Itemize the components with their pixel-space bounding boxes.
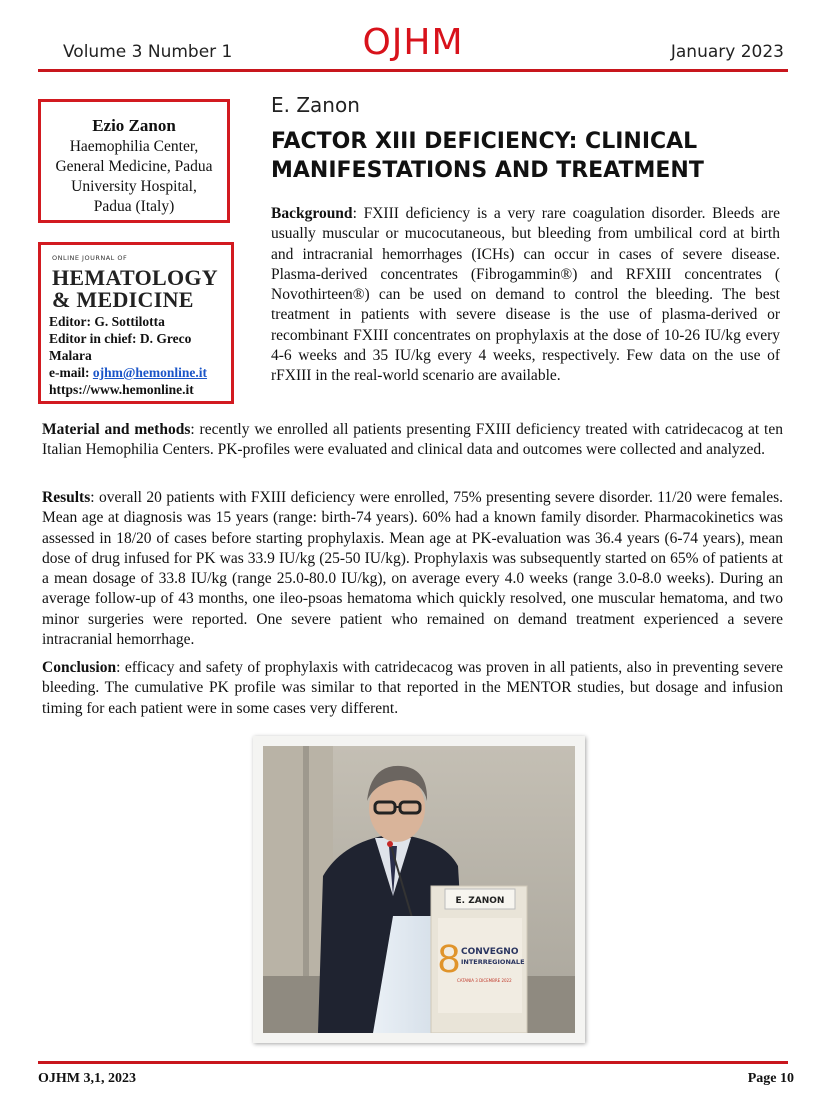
journal-header-title: OJHM (362, 22, 464, 63)
footer-rule (38, 1061, 788, 1064)
podium-name-tag: E. ZANON (455, 896, 505, 906)
issue-date: January 2023 (670, 42, 784, 62)
banner-place: CATANIA 3 DICEMBRE 2022 (457, 978, 512, 983)
background-paragraph (271, 204, 780, 387)
email-line (49, 364, 224, 381)
logo-line-1: HEMATOLOGY (52, 265, 218, 290)
page-number: Page 10 (747, 1071, 794, 1086)
affiliation-line: General Medicine, Padua (55, 158, 213, 175)
affiliation-line: Haemophilia Center, (69, 138, 199, 155)
logo-line-2: & MEDICINE (52, 287, 194, 312)
conclusion-paragraph (42, 658, 783, 719)
banner-number: 8 (437, 937, 461, 981)
email-label: e-mail: (49, 365, 93, 380)
banner-line-1: CONVEGNO (461, 947, 519, 957)
journal-logo (52, 250, 232, 312)
conclusion-label: Conclusion (42, 659, 117, 676)
logo-small-text: ONLINE JOURNAL OF (52, 254, 128, 262)
background-text: : FXIII deficiency is a very rare coagulation disorder. Bleeds are usually muscular or mucocutaneous, but bleeding from umbilical cord at birth and intracranial hemorrhages (ICHs) can occur in cases of severe disease. Plasma-derived concentrates (Fibrogammin®) and RFXIII concentrates ( Novothirteen®) can be used on demand to control the bleeding. The best treatment in patients with severe disease is the use of plasma-derived or recombinant FXIII concentrates on prophylaxis at the dose of 10-26 IU/kg every 4-6 weeks and 35 IU/kg every 4 weeks, respectively. Few data on the use of rFXIII in the real-world scenario are available. (271, 205, 780, 385)
author-affiliation-box (38, 99, 230, 223)
email-link[interactable]: ojhm@hemonline.it (92, 365, 208, 380)
affiliation-line: University Hospital, (71, 178, 197, 195)
journal-editors (49, 313, 224, 398)
speaker-photo-image (263, 746, 575, 1033)
journal-info-box (38, 242, 234, 404)
background-label: Background (271, 205, 353, 222)
editor-chief-line: Editor in chief: D. Greco Malara (49, 331, 192, 363)
conclusion-text: : efficacy and safety of prophylaxis with catridecacog was proven in all patients, also in preventing severe bleeding. The cumulative PK profile was similar to that reported in the MENTOR studies, but dosage and infusion timing for each patient were in some cases very different. (42, 659, 783, 717)
speaker-photo (253, 736, 585, 1043)
results-label: Results (42, 489, 91, 506)
author-name: Ezio Zanon (92, 116, 176, 135)
volume-label: Volume 3 Number 1 (63, 42, 233, 62)
methods-label: Material and methods (42, 421, 191, 438)
editor-line: Editor: G. Sottilotta (49, 314, 165, 329)
website-line[interactable]: https://www.hemonline.it (49, 382, 194, 397)
results-paragraph (42, 488, 783, 650)
article-title: FACTOR XIII DEFICIENCY: CLINICAL MANIFESTATIONS AND TREATMENT (271, 129, 704, 183)
banner-line-2: INTERREGIONALE (461, 958, 525, 966)
methods-paragraph (42, 420, 783, 461)
footer-citation: OJHM 3,1, 2023 (38, 1071, 136, 1086)
affiliation-line: Padua (Italy) (93, 198, 175, 215)
header-rule (38, 69, 788, 72)
results-text: : overall 20 patients with FXIII deficiency were enrolled, 75% presenting severe disorder. 11/20 were females. Mean age at diagnosis was 15 years (range: birth-74 years). 60% had a known family disorder. Pharmacokinetics was assessed in 18/20 of cases before starting prophylaxis. Mean age at PK-evaluation was 36.4 years (6-74 years), mean dose of drug infused for PK was 33.9 IU/kg (25-50 IU/kg). Prophylaxis was subsequently started on 65% of patients at a mean dosage of 33.8 IU/kg (range 25.0-80.0 IU/kg), on average every 4.0 weeks (range 3.0-8.0 weeks). During an average follow-up of 43 months, one ileo-psoas hematoma which quickly resolved, one muscular hematoma, and two minor surgeries were reported. One severe patient who remained on demand treatment experienced a severe intracranial hemorrhage. (42, 489, 783, 649)
article-author: E. Zanon (271, 93, 360, 117)
methods-text: : recently we enrolled all patients presenting FXIII deficiency treated with catridecacog at ten Italian Hemophilia Centers. PK-profiles were evaluated and clinical data and outcomes were collected and analyzed. (42, 421, 783, 459)
